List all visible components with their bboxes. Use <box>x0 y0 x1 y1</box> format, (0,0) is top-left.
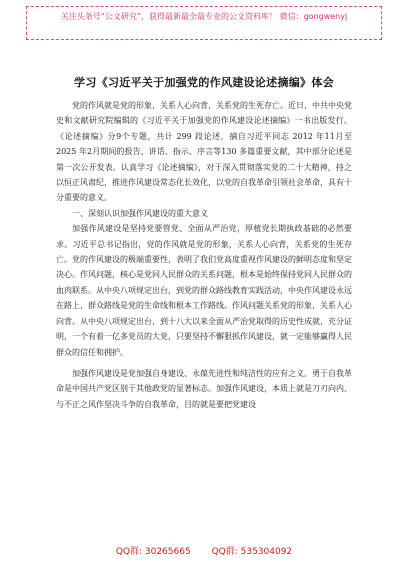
header-notice-banner <box>26 6 382 40</box>
footer-contact <box>0 544 408 557</box>
document-title: 学习《习近平关于加强党的作风建设论述摘编》体会 <box>74 76 334 89</box>
qq-group-1: QQ群: 30265665 <box>115 547 191 557</box>
header-notice-text: 关注头条号“公文研究”，获得最新最全最专业的公文资料库！ 微信：gongwenyj <box>60 12 348 21</box>
intro-paragraph: 党的作风就是党的形象，关系人心向背，关系党的生死存亡。近日，中共中央党史和文献研究院编辑的《习近平关于加强党的作风建设论述摘编》一书出版发行。《论述摘编》分9个专题，共计 299 段论述，摘自习近平同志 2012 年11月至2025 年2月期间的报告、讲话、指示、序言等130 多篇重要文献，其中部分论述是第一次公开发表。认真学习《论述摘编》，对于深入贯彻落实党的二十大精神，持之以恒正风肃纪，推进作风建设常态化长效化，以党的自我革命引领社会革命，具有十分重要的意义。 <box>56 101 352 203</box>
document-body <box>56 98 352 412</box>
section-paragraph-1: 加强作风建设是坚持党要管党、全面从严治党，厚植党长期执政基础的必然要求。习近平总书记指出，党的作风就是党的形象，关系人心向背，关系党的生死存亡。党的作风建设的极端重要性，表明了我们党高度重视作风建设的鲜明态度和坚定决心。作风问题，核心是党同人民群众的关系问题，根本是始终保持党同人民群众的血肉联系。从中央八项规定出台，到党的群众路线教育实践活动，中央作风建设永远在路上，群众路线是党的生命线和根本工作路线。作风问题关系党的形象，关系人心向背。从中央八项规定出台，到十八大以来全面从严治党取得的历史性成就，充分证明，一个有着一亿多党员的大党，只要坚持不懈狠抓作风建设，就一定能够赢得人民群众的信任和拥护。 <box>56 224 352 357</box>
qq-group-2: QQ群: 535304092 <box>211 547 293 557</box>
section-paragraph-2: 加强作风建设是党加强自身建设、永葆先进性和纯洁性的应有之义。勇于自我革命是中国共产党区别于其他政党的显著标志。加强作风建设，本质上就是刀刃向内、与不正之风作坚决斗争的自我革命，目的就是要把党建设 <box>56 368 352 409</box>
section-heading: 一、深刻认识加强作风建设的重大意义 <box>72 208 208 218</box>
